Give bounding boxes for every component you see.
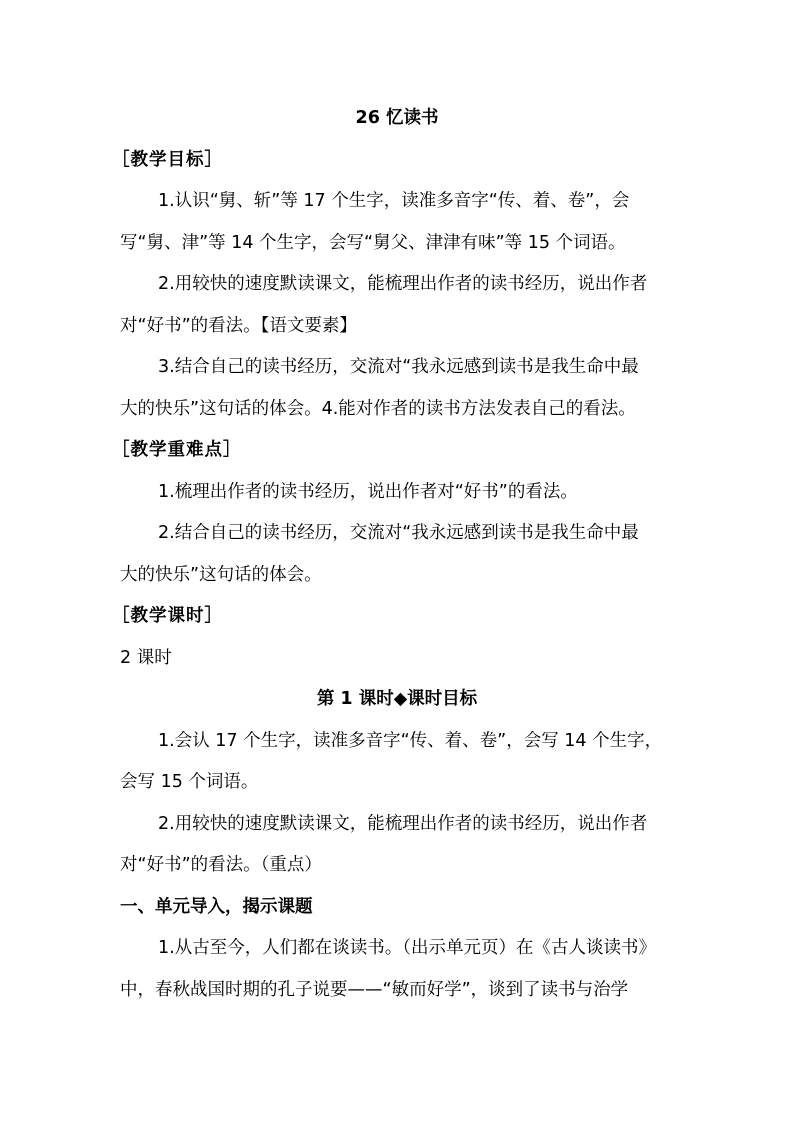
goal-2-line-2: 对“好书”的看法。【语文要素】 (120, 316, 357, 336)
class-hours-value: 2 课时 (120, 648, 172, 668)
goal-3-line-2: 大的快乐”这句话的体会。4.能对作者的读书方法发表自己的看法。 (120, 399, 636, 419)
section-heading-teaching-goals: ［教学目标］ (112, 150, 223, 170)
section-heading-class-hours: ［教学课时］ (112, 606, 223, 626)
lesson-1-goal-2-line-2: 对“好书”的看法。（重点） (120, 855, 322, 875)
document-title: 26 忆读书 (355, 108, 439, 128)
key-point-2-line-2: 大的快乐”这句话的体会。 (120, 565, 322, 585)
goal-1-line-1: 1.认识“舅、斩”等 17 个生字，读准多音字“传、着、卷”，会 (158, 191, 630, 211)
goal-2-line-1: 2.用较快的速度默读课文，能梳理出作者的读书经历，说出作者 (158, 274, 648, 294)
section-heading-key-points: ［教学重难点］ (112, 440, 242, 460)
key-point-1: 1.梳理出作者的读书经历，说出作者对“好书”的看法。 (158, 482, 578, 502)
lesson-1-goal-1-line-2: 会写 15 个词语。 (120, 772, 259, 792)
goal-1-line-2: 写“舅、津”等 14 个生字，会写“舅父、津津有味”等 15 个词语。 (120, 233, 626, 253)
lesson-1-goal-2-line-1: 2.用较快的速度默读课文，能梳理出作者的读书经历，说出作者 (158, 814, 648, 834)
part-1-paragraph-line-1: 1.从古至今，人们都在谈读书。（出示单元页）在《古人谈读书》 (158, 938, 656, 958)
part-1-paragraph-line-2: 中，春秋战国时期的孔子说要——“敏而好学”，谈到了读书与治学 (120, 980, 629, 1000)
part-1-heading: 一、单元导入，揭示课题 (120, 897, 313, 917)
lesson-1-goal-1-line-1: 1.会认 17 个生字，读准多音字“传、着、卷”，会写 14 个生字， (158, 731, 663, 751)
lesson-1-title: 第 1 课时◆课时目标 (316, 689, 478, 709)
goal-3-line-1: 3.结合自己的读书经历，交流对“我永远感到读书是我生命中最 (158, 357, 639, 377)
key-point-2-line-1: 2.结合自己的读书经历，交流对“我永远感到读书是我生命中最 (158, 523, 639, 543)
